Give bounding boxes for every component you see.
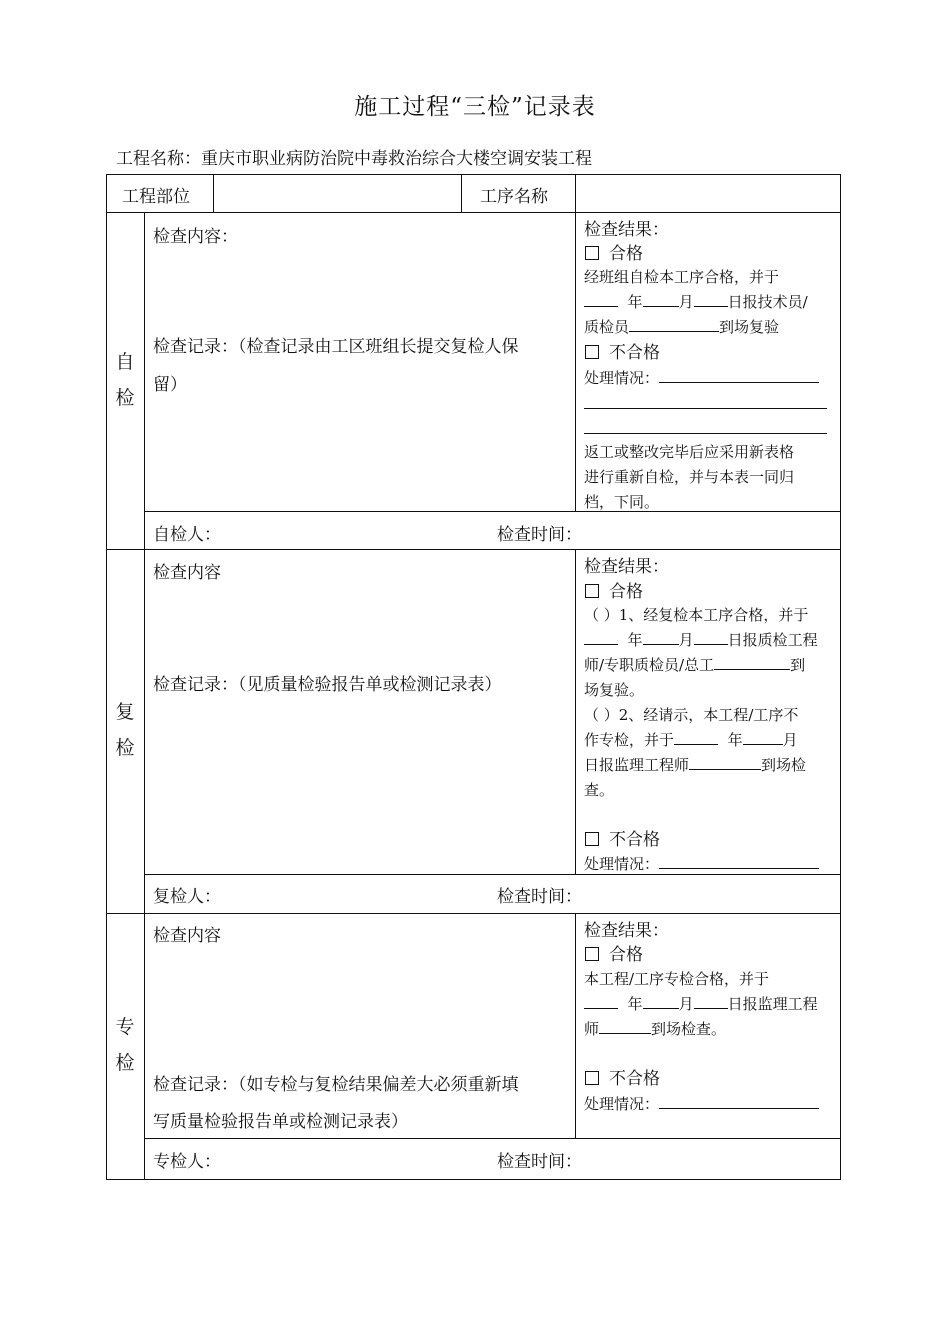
self-fail-option[interactable]: 不合格	[585, 338, 660, 363]
handling-blank[interactable]	[659, 368, 819, 383]
year-blank[interactable]	[674, 730, 718, 745]
self-record-label: 检查记录：（检查记录由工区班组长提交复检人保	[153, 337, 519, 357]
self-signer: 自检人：	[153, 525, 221, 545]
self-note-line1: 返工或整改完毕后应采用新表格	[584, 443, 795, 461]
year-blank[interactable]	[584, 292, 618, 307]
re-content-label: 检查内容	[153, 563, 221, 583]
re-opt1-line2: 年 月 日报质检工程	[584, 629, 818, 650]
self-record-label-cont: 留）	[153, 375, 187, 395]
special-pass-line1: 本工程/工序专检合格，并于	[584, 970, 770, 988]
self-pass-line1: 经班组自检本工序合格，并于	[584, 268, 780, 286]
special-handling: 处理情况：	[584, 1093, 819, 1114]
special-content-label: 检查内容	[153, 926, 221, 946]
inspector-blank[interactable]	[629, 317, 719, 332]
special-record-label-cont: 写质量检验报告单或检测记录表）	[153, 1112, 408, 1132]
handling-line[interactable]	[584, 433, 827, 434]
re-opt1-line1: （ ）1、经复检本工序合格，并于	[584, 606, 809, 624]
re-opt2-line3: 日报监理工程师 到场检	[584, 756, 807, 774]
re-pass-option[interactable]: 合格	[585, 577, 643, 602]
re-handling: 处理情况：	[584, 853, 819, 874]
re-opt2-line4: 查。	[584, 781, 615, 799]
special-result-label: 检查结果：	[584, 921, 669, 941]
re-opt2-line2: 作专检，并于 年 月	[584, 731, 798, 749]
re-check-section-label: 复 检	[115, 701, 135, 759]
project-name-label: 工程名称：	[116, 149, 201, 169]
part-value[interactable]	[222, 182, 452, 204]
re-opt1-line3: 师/专职质检员/总工 到	[584, 656, 806, 674]
month-blank[interactable]	[743, 730, 783, 745]
process-label: 工序名称	[480, 187, 548, 207]
self-content-label: 检查内容：	[153, 227, 238, 247]
re-record-label: 检查记录：（见质量检验报告单或检测记录表）	[153, 675, 502, 695]
self-note-line2: 进行重新自检，并与本表一同归	[584, 468, 795, 486]
supervisor-blank[interactable]	[599, 1019, 651, 1034]
project-name	[116, 144, 592, 169]
process-value[interactable]	[584, 182, 834, 204]
chief-blank[interactable]	[714, 655, 790, 670]
day-blank[interactable]	[694, 630, 728, 645]
special-pass-line3: 师 到场检查。	[584, 1020, 727, 1038]
special-pass-line2: 年 月 日报监理工程	[584, 993, 818, 1014]
special-record-label: 检查记录：（如专检与复检结果偏差大必须重新填	[153, 1075, 519, 1095]
re-fail-option[interactable]: 不合格	[585, 825, 660, 850]
page-title: 施工过程“三检”记录表	[354, 94, 596, 120]
checkbox-icon[interactable]	[585, 1071, 599, 1085]
self-check-section-label: 自 检	[115, 351, 135, 409]
checkbox-icon[interactable]	[585, 345, 599, 359]
special-fail-option[interactable]: 不合格	[585, 1064, 660, 1089]
self-note-line3: 档，下同。	[584, 493, 660, 511]
checkbox-icon[interactable]	[585, 246, 599, 260]
self-handling: 处理情况：	[584, 367, 819, 388]
special-check-section-label: 专 检	[115, 1016, 135, 1074]
handling-blank[interactable]	[659, 1094, 819, 1109]
self-pass-line2: 年 月 日报技术员/	[584, 291, 808, 312]
re-signer: 复检人：	[153, 887, 221, 907]
self-pass-line3: 质检员 到场复验	[584, 318, 780, 336]
year-blank[interactable]	[584, 994, 618, 1009]
month-blank[interactable]	[643, 630, 679, 645]
special-check-time: 检查时间：	[497, 1152, 582, 1172]
checkbox-icon[interactable]	[585, 947, 599, 961]
re-result-label: 检查结果：	[584, 557, 669, 577]
handling-line[interactable]	[584, 408, 827, 409]
handling-blank[interactable]	[659, 854, 819, 869]
self-pass-option[interactable]: 合格	[585, 239, 643, 264]
day-blank[interactable]	[694, 994, 728, 1009]
supervisor-blank[interactable]	[689, 755, 761, 770]
year-blank[interactable]	[584, 630, 618, 645]
project-name-value: 重庆市职业病防治院中毒救治综合大楼空调安装工程	[201, 149, 592, 169]
month-blank[interactable]	[643, 994, 679, 1009]
re-opt2-line1: （ ）2、经请示，本工程/工序不	[584, 706, 799, 724]
self-result-label: 检查结果：	[584, 220, 669, 240]
checkbox-icon[interactable]	[585, 832, 599, 846]
month-blank[interactable]	[643, 292, 679, 307]
re-opt1-line4: 场复验。	[584, 681, 645, 699]
special-pass-option[interactable]: 合格	[585, 940, 643, 965]
part-label: 工程部位	[122, 187, 190, 207]
re-check-time: 检查时间：	[497, 887, 582, 907]
special-signer: 专检人：	[153, 1152, 221, 1172]
self-check-time: 检查时间：	[497, 525, 582, 545]
day-blank[interactable]	[694, 292, 728, 307]
checkbox-icon[interactable]	[585, 584, 599, 598]
